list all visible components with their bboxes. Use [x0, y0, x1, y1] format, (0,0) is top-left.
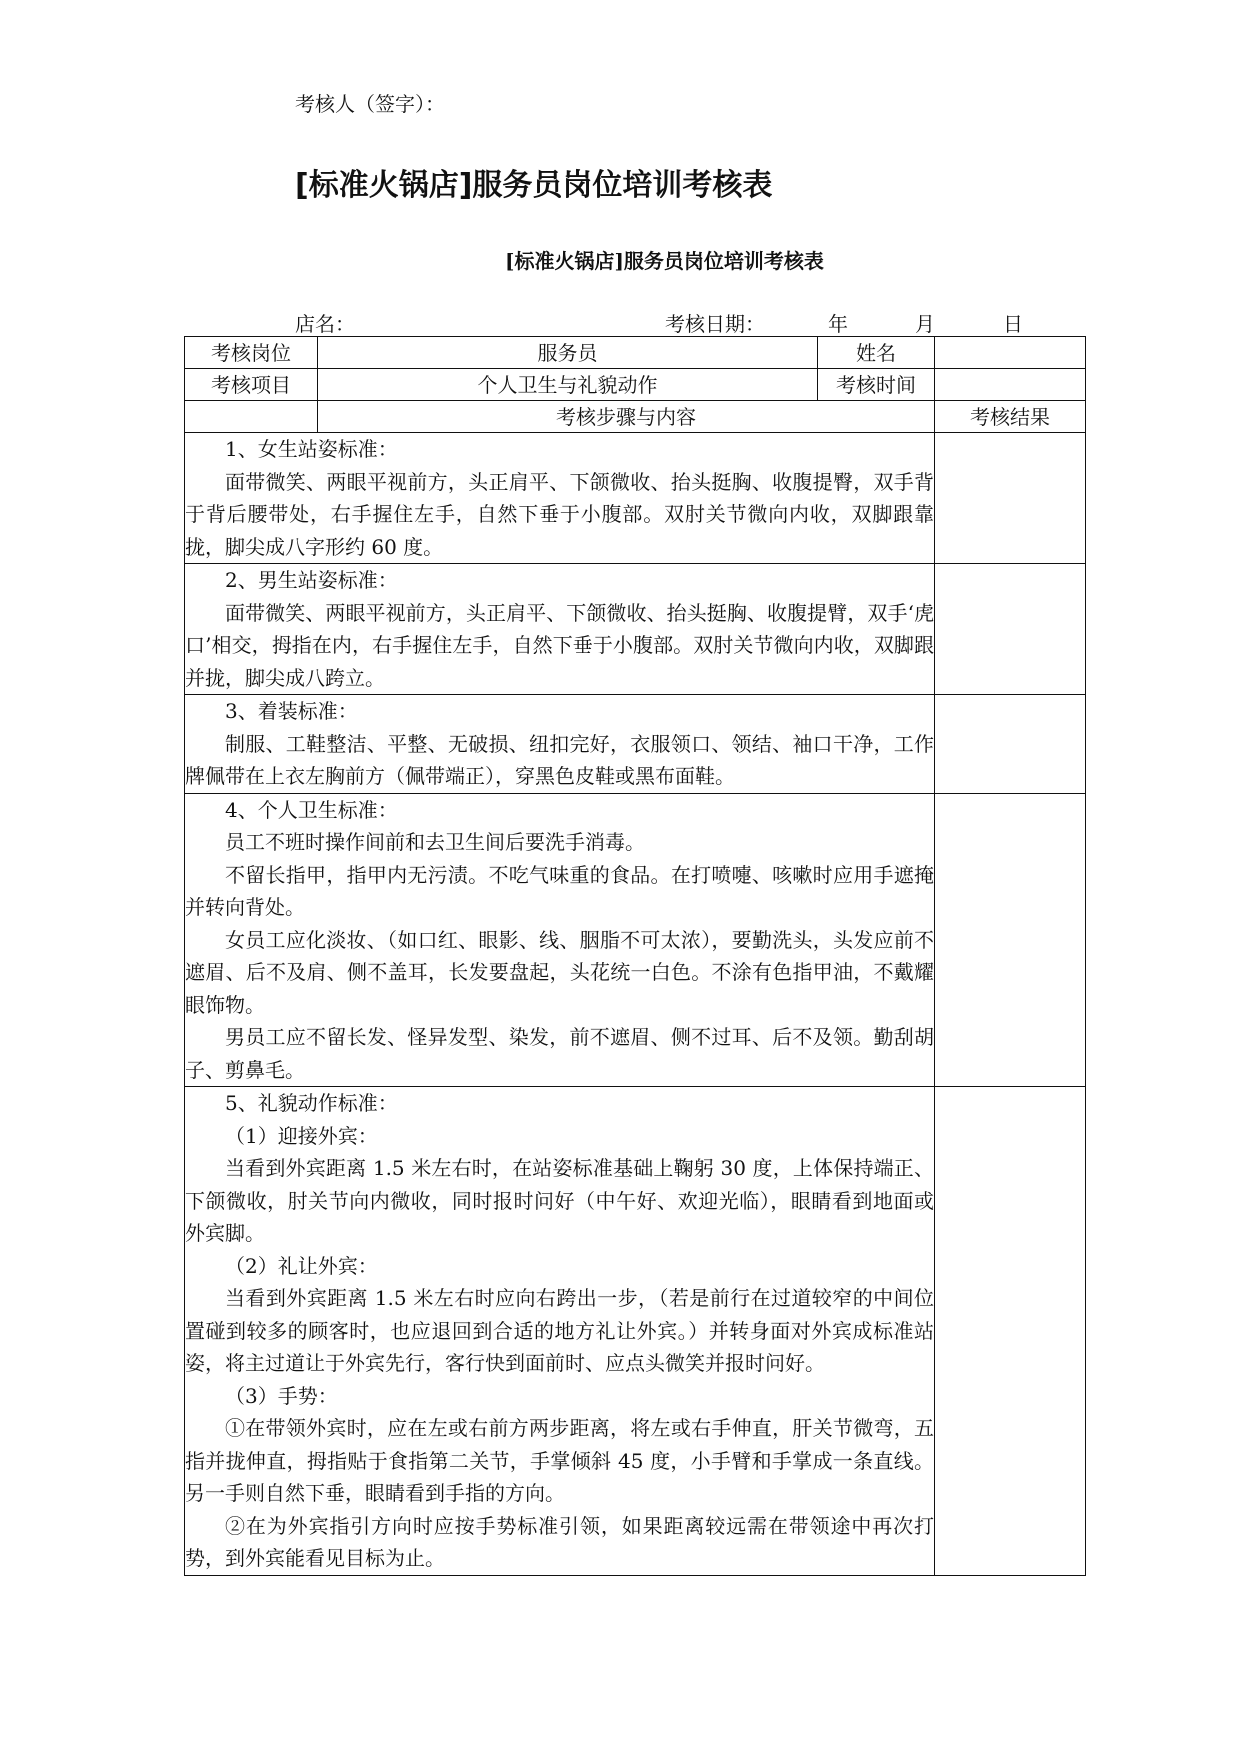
- year-label: 年: [828, 312, 848, 336]
- section-paragraph: 女员工应化淡妆、（如口红、眼影、线、胭脂不可太浓），要勤洗头，头发应前不遮眉、后不及肩、侧不盖耳，长发要盘起，头花统一白色。不涂有色指甲油，不戴耀眼饰物。: [185, 927, 934, 1017]
- signer-label: 考核人（签字）：: [295, 92, 445, 116]
- store-name-label: 店名：: [295, 312, 355, 336]
- section-paragraph: 面带微笑、两眼平视前方，头正肩平、下颌微收、抬头挺胸、收腹提臀，双手背于背后腰带处，右手握住左手，自然下垂于小腹部。双肘关节微向内收，双脚跟靠拢，脚尖成八字形约 60 度。: [185, 469, 934, 559]
- result-cell: [935, 1087, 1086, 1576]
- section-heading: 5、礼貌动作标准：: [225, 1091, 398, 1115]
- item-label: 考核项目: [185, 369, 318, 401]
- subsection-heading: （2）礼让外宾：: [225, 1253, 378, 1278]
- section-row: [185, 433, 1086, 564]
- result-cell: [935, 433, 1086, 564]
- form-subtitle: [标准火锅店]服务员岗位培训考核表: [505, 249, 824, 273]
- assessment-date-label: 考核日期：: [665, 312, 765, 336]
- section-paragraph: 员工不班时操作间前和去卫生间后要洗手消毒。: [225, 830, 645, 854]
- position-value: 服务员: [318, 337, 818, 369]
- section-paragraph: 当看到外宾距离 1.5 米左右时应向右跨出一步，（若是前行在过道较窄的中间位置碰到较多的顾客时，也应退回到合适的地方礼让外宾。）并转身面对外宾成标准站姿，将主过道让于外宾先行，客行快到面前时、应点头微笑并报时问好。: [185, 1286, 934, 1375]
- section-heading: 4、个人卫生标准：: [225, 797, 398, 822]
- blank-header-cell: [185, 401, 318, 433]
- section-row: [185, 564, 1086, 695]
- section-row: [185, 793, 1086, 1087]
- subsection-heading: （3）手势：: [225, 1383, 338, 1408]
- section-paragraph: ①在带领外宾时，应在左或右前方两步距离，将左或右手伸直，肝关节微弯，五指并拢伸直，拇指贴于食指第二关节，手掌倾斜 45 度，小手臂和手掌成一条直线。另一手则自然下垂，眼睛看到手指的方向。: [185, 1416, 934, 1505]
- section-content: [185, 1087, 935, 1576]
- item-value: 个人卫生与礼貌动作: [318, 369, 818, 401]
- time-label: 考核时间: [818, 369, 935, 401]
- section-heading: 2、男生站姿标准：: [225, 568, 398, 592]
- page-title: [标准火锅店]服务员岗位培训考核表: [295, 168, 773, 203]
- section-paragraph: 不留长指甲，指甲内无污渍。不吃气味重的食品。在打喷嚏、咳嗽时应用手遮掩并转向背处。: [185, 862, 934, 919]
- day-label: 日: [1003, 312, 1023, 336]
- item-row: [185, 369, 1086, 401]
- section-row: [185, 1087, 1086, 1576]
- month-label: 月: [915, 312, 935, 336]
- result-header: 考核结果: [935, 401, 1086, 433]
- name-value-cell: [935, 337, 1086, 369]
- section-content: [185, 695, 935, 794]
- section-content: [185, 793, 935, 1087]
- section-paragraph: 面带微笑、两眼平视前方，头正肩平、下颌微收、抬头挺胸、收腹提臂，双手‘虎口’相交，拇指在内，右手握住左手，自然下垂于小腹部。双肘关节微向内收，双脚跟并拢，脚尖成八跨立。: [185, 600, 934, 690]
- result-cell: [935, 695, 1086, 794]
- section-paragraph: 当看到外宾距离 1.5 米左右时，在站姿标准基础上鞠躬 30 度，上体保持端正、下颌微收，肘关节向内微收，同时报时问好（中午好、欢迎光临），眼睛看到地面或外宾脚。: [185, 1156, 934, 1245]
- section-paragraph: ②在为外宾指引方向时应按手势标准引领，如果距离较远需在带领途中再次打势，到外宾能看见目标为止。: [185, 1513, 934, 1570]
- steps-header: 考核步骤与内容: [318, 401, 935, 433]
- section-paragraph: 制服、工鞋整洁、平整、无破损、纽扣完好，衣服领口、领结、袖口干净，工作牌佩带在上衣左胸前方（佩带端正），穿黑色皮鞋或黑布面鞋。: [185, 731, 934, 788]
- subsection-heading: （1）迎接外宾：: [225, 1123, 378, 1148]
- assessment-table: [184, 336, 1086, 1576]
- time-value-cell: [935, 369, 1086, 401]
- section-content: [185, 433, 935, 564]
- section-row: [185, 695, 1086, 794]
- position-row: [185, 337, 1086, 369]
- section-content: [185, 564, 935, 695]
- result-cell: [935, 564, 1086, 695]
- section-heading: 3、着装标准：: [225, 699, 358, 723]
- position-label: 考核岗位: [185, 337, 318, 369]
- section-heading: 1、女生站姿标准：: [225, 437, 398, 461]
- section-paragraph: 男员工应不留长发、怪异发型、染发，前不遮眉、侧不过耳、后不及领。勤刮胡子、剪鼻毛。: [185, 1025, 934, 1082]
- name-label: 姓名: [818, 337, 935, 369]
- column-header-row: [185, 401, 1086, 433]
- result-cell: [935, 793, 1086, 1087]
